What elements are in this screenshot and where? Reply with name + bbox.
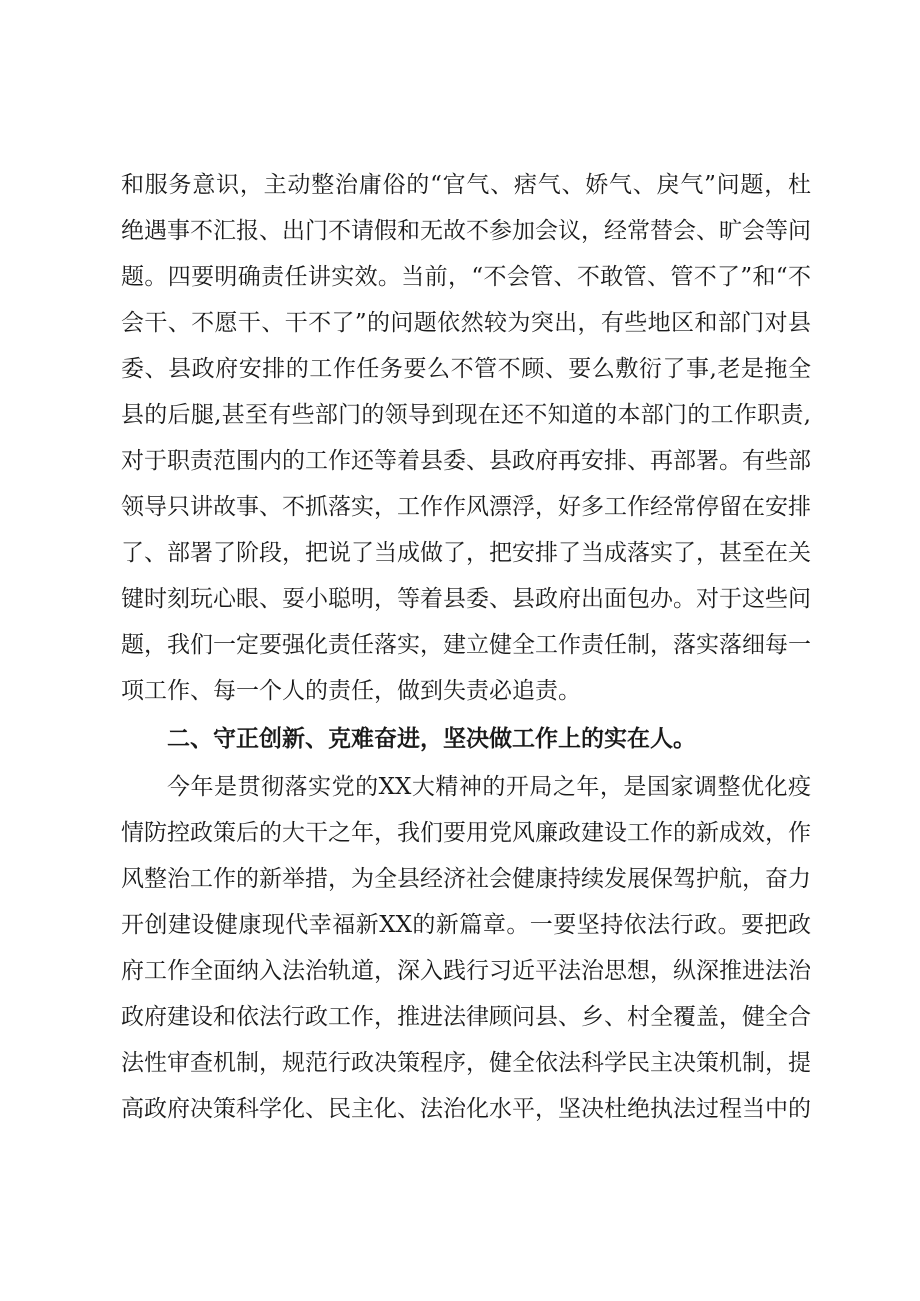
paragraph-line: 今年是贯彻落实党的XX大精神的开局之年，是国家调整优化疫	[167, 774, 811, 800]
paragraph-line: 情防控政策后的大干之年，我们要用党风廉政建设工作的新成效，作	[121, 820, 811, 846]
paragraph-line: 府工作全面纳入法治轨道，深入践行习近平法治思想，纵深推进法治	[121, 958, 811, 984]
paragraph-line: 会干、不愿干、干不了”的问题依然较为突出，有些地区和部门对县	[121, 310, 811, 336]
paragraph-line: 对于职责范围内的工作还等着县委、县政府再安排、再部署。有些部	[121, 448, 811, 474]
paragraph-line: 了、部署了阶段，把说了当成做了，把安排了当成落实了，甚至在关	[121, 540, 811, 566]
paragraph-line: 题，我们一定要强化责任落实，建立健全工作责任制，落实落细每一	[121, 632, 811, 658]
paragraph-line: 县的后腿,甚至有些部门的领导到现在还不知道的本部门的工作职责,	[121, 402, 811, 428]
paragraph-line: 高政府决策科学化、民主化、法治化水平，坚决杜绝执法过程当中的	[121, 1096, 811, 1122]
paragraph-line: 政府建设和依法行政工作，推进法律顾问县、乡、村全覆盖，健全合	[121, 1004, 811, 1030]
paragraph-line: 法性审查机制，规范行政决策程序，健全依法科学民主决策机制，提	[121, 1050, 811, 1076]
paragraph-line: 题。四要明确责任讲实效。当前，“不会管、不敢管、管不了”和“不	[121, 264, 811, 290]
paragraph-line: 键时刻玩心眼、耍小聪明，等着县委、县政府出面包办。对于这些问	[121, 586, 811, 612]
document-body	[121, 162, 811, 1132]
paragraph-line: 风整治工作的新举措，为全县经济社会健康持续发展保驾护航，奋力	[121, 866, 811, 892]
paragraph-line: 委、县政府安排的工作任务要么不管不顾、要么敷衍了事,老是拖全	[121, 356, 811, 382]
paragraph-line: 开创建设健康现代幸福新XX的新篇章。一要坚持依法行政。要把政	[121, 912, 811, 938]
section-heading: 二、守正创新、克难奋进，坚决做工作上的实在人。	[167, 726, 696, 752]
paragraph-2	[121, 764, 811, 1132]
paragraph-1	[121, 162, 811, 714]
paragraph-line: 和服务意识，主动整治庸俗的“官气、痞气、娇气、戾气”问题，杜	[121, 172, 811, 198]
paragraph-line: 项工作、每一个人的责任，做到失责必追责。	[121, 678, 581, 704]
paragraph-line: 绝遇事不汇报、出门不请假和无故不参加会议，经常替会、旷会等问	[121, 218, 811, 244]
paragraph-line: 领导只讲故事、不抓落实，工作作风漂浮，好多工作经常停留在安排	[121, 494, 811, 520]
